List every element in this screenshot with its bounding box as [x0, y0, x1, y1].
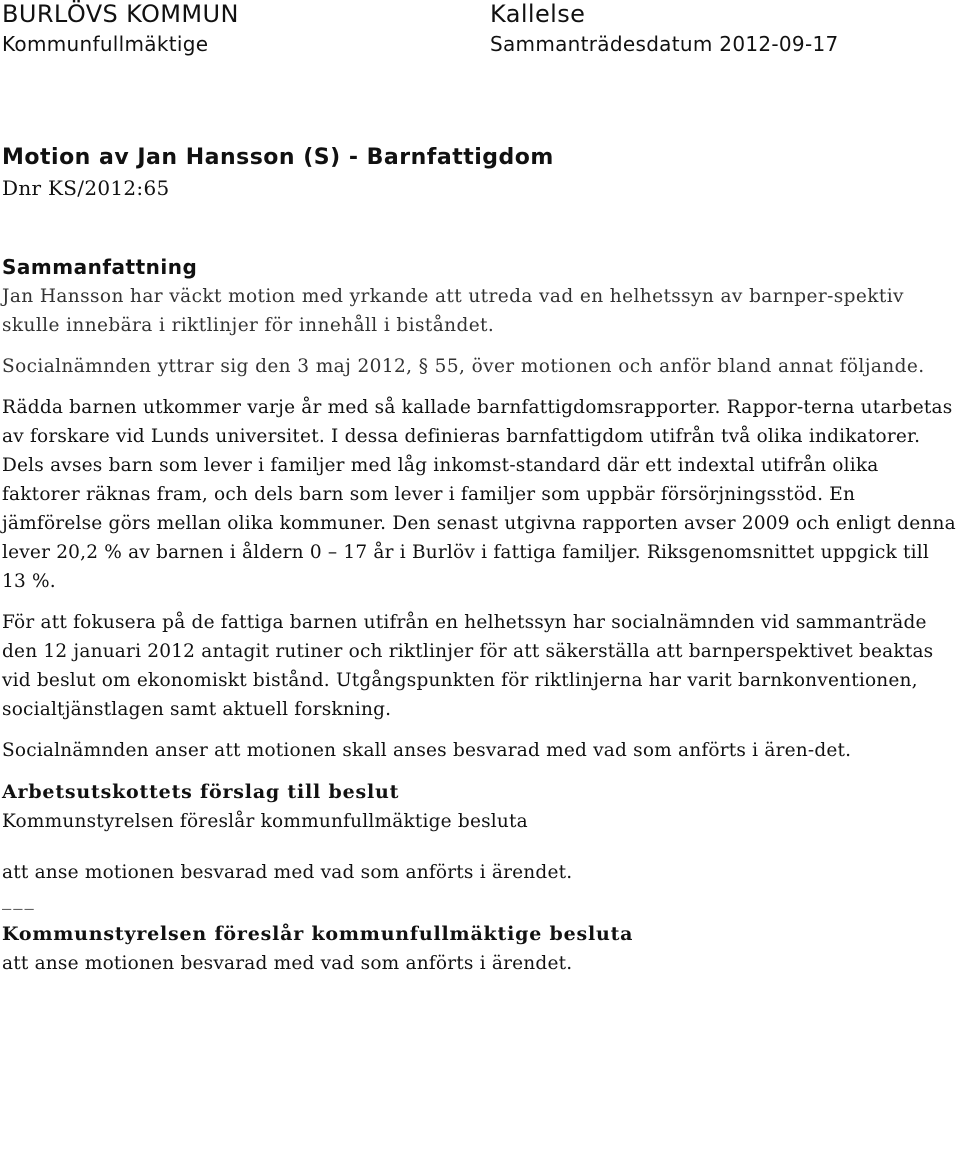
au-proposal-heading: Arbetsutskottets förslag till beslut — [2, 781, 400, 803]
summary-paragraph-4: För att fokusera på de fattiga barnen utifrån en helhetssyn har socialnämnden vid sammanträde den 12 januari 2012 antagit rutiner och riktlinjer för att säkerställa att barnperspektivet beaktas vid beslut om ekonomiskt bistånd. Utgångspunkten för riktlinjerna har varit barnkonventionen, socialtjänstlagen samt aktuell forskning. — [2, 612, 934, 720]
header-organization: BURLÖVS KOMMUN — [2, 0, 239, 28]
header-document-type: Kallelse — [490, 0, 586, 28]
motion-title: Motion av Jan Hansson (S) - Barnfattigdom — [2, 145, 554, 170]
ks-proposal-heading: Kommunstyrelsen föreslår kommunfullmäktige besluta — [2, 923, 634, 945]
summary-paragraph-1: Jan Hansson har väckt motion med yrkande att utreda vad en helhetssyn av barnper-spektiv skulle innebära i riktlinjer för innehåll i biståndet. — [2, 286, 904, 336]
separator: ___ — [2, 889, 36, 910]
header-body: Kommunfullmäktige — [2, 32, 209, 56]
au-proposal-line-1: Kommunstyrelsen föreslår kommunfullmäktige besluta — [2, 811, 528, 832]
summary-paragraph-3: Rädda barnen utkommer varje år med så kallade barnfattigdomsrapporter. Rappor-terna utarbetas av forskare vid Lunds universitet. I dessa definieras barnfattigdom utifrån två olika indikatorer. Dels avses barn som lever i familjer med låg inkomst-standard där ett indextal utifrån olika faktorer räknas fram, och dels barn som lever i familjer som uppbär försörjningsstöd. En jämförelse görs mellan olika kommuner. Den senast utgivna rapporten avser 2009 och enligt denna lever 20,2 % av barnen i åldern 0 – 17 år i Burlöv i fattiga familjer. Riksgenomsnittet uppgick till 13 %. — [2, 397, 956, 592]
summary-paragraph-5: Socialnämnden anser att motionen skall anses besvarad med vad som anförts i ären-det. — [2, 740, 852, 761]
summary-paragraph-2: Socialnämnden yttrar sig den 3 maj 2012, § 55, över motionen och anför bland annat följande. — [2, 356, 925, 377]
au-proposal-line-2: att anse motionen besvarad med vad som anförts i ärendet. — [2, 862, 573, 883]
header-meeting-date: Sammanträdesdatum 2012-09-17 — [490, 32, 839, 56]
diary-number: Dnr KS/2012:65 — [2, 176, 170, 200]
ks-proposal-line-1: att anse motionen besvarad med vad som anförts i ärendet. — [2, 953, 573, 974]
document-content — [2, 143, 958, 978]
summary-heading: Sammanfattning — [2, 255, 198, 279]
